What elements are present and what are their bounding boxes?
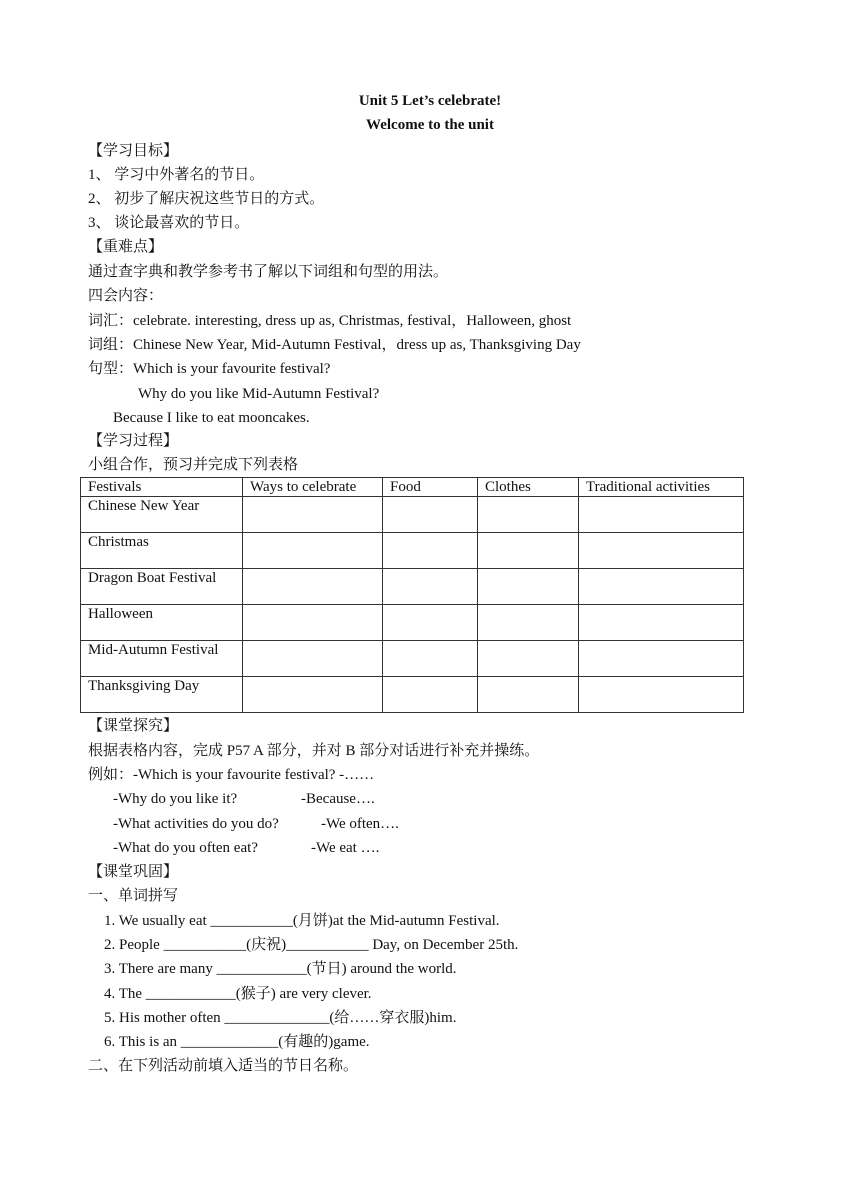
blank-cell[interactable] [579,605,744,641]
header-traditional-activities: Traditional activities [579,478,744,497]
blank-cell[interactable] [243,569,383,605]
blank-cell[interactable] [478,497,579,533]
blank-cell[interactable] [579,677,744,713]
blank-cell[interactable] [243,605,383,641]
blank-cell[interactable] [383,641,478,677]
blank-cell[interactable] [383,533,478,569]
phrases-line: 词组：Chinese New Year, Mid-Autumn Festival，dress up as, Thanksgiving Day [88,337,581,353]
table-row [81,533,744,569]
blank-cell[interactable] [478,605,579,641]
objective-item: 1、 学习中外著名的节日。 [88,167,265,183]
example-line: 例如：-Which is your favourite festival? -…… [88,767,375,783]
spelling-item: 6. This is an _____________(有趣的)game. [104,1034,370,1050]
header-clothes: Clothes [478,478,579,497]
festival-table [80,477,744,713]
blank-cell[interactable] [383,569,478,605]
section-two-title: 二、在下列活动前填入适当的节日名称。 [88,1058,359,1074]
table-row [81,497,744,533]
festival-name-cell: Halloween [81,605,243,641]
blank-cell[interactable] [243,641,383,677]
blank-cell[interactable] [579,497,744,533]
festival-name-cell: Christmas [81,533,243,569]
spelling-item: 4. The ____________(猴子) are very clever. [104,986,372,1002]
sentence-line: Because I like to eat mooncakes. [113,410,310,426]
vocabulary-line: 词汇：celebrate. interesting, dress up as, Christmas, festival，Halloween, ghost [88,313,572,329]
blank-cell[interactable] [383,605,478,641]
festival-name-cell: Dragon Boat Festival [81,569,243,605]
dialog-question: -Why do you like it? [113,791,238,807]
header-festivals: Festivals [81,478,243,497]
process-heading: 【学习过程】 [88,433,179,449]
consolidate-heading: 【课堂巩固】 [88,864,179,880]
explore-heading: 【课堂探究】 [88,718,179,734]
sentence-line: Why do you like Mid-Autumn Festival? [138,386,380,402]
unit-title: Unit 5 Let’s celebrate! [358,93,502,109]
header-ways-to-celebrate: Ways to celebrate [243,478,383,497]
key-points-intro: 通过查字典和教学参考书了解以下词组和句型的用法。 [88,264,449,280]
dialog-question: -What activities do you do? [113,816,279,832]
objective-item: 2、 初步了解庆祝这些节日的方式。 [88,191,325,207]
blank-cell[interactable] [243,677,383,713]
festival-name-cell: Thanksgiving Day [81,677,243,713]
table-row [81,677,744,713]
blank-cell[interactable] [579,569,744,605]
dialog-answer: -We often…. [321,816,399,832]
spelling-item: 3. There are many ____________(节日) around the world. [104,961,457,977]
objective-item: 3、 谈论最喜欢的节日。 [88,215,250,231]
blank-cell[interactable] [383,677,478,713]
blank-cell[interactable] [478,569,579,605]
table-header-row [81,478,744,497]
table-row [81,569,744,605]
blank-cell[interactable] [243,497,383,533]
header-food: Food [383,478,478,497]
four-skills-label: 四会内容： [88,288,164,304]
table-row [81,605,744,641]
spelling-item: 1. We usually eat ___________(月饼)at the Mid-autumn Festival. [104,913,500,929]
festival-name-cell: Chinese New Year [81,497,243,533]
sentences-line: 句型：Which is your favourite festival? [88,361,331,377]
dialog-question: -What do you often eat? [113,840,258,856]
dialog-answer: -We eat …. [311,840,380,856]
blank-cell[interactable] [383,497,478,533]
table-row [81,641,744,677]
lesson-subtitle: Welcome to the unit [366,117,494,133]
festival-name-cell: Mid-Autumn Festival [81,641,243,677]
blank-cell[interactable] [243,533,383,569]
spelling-item: 5. His mother often ______________(给……穿衣服)him. [104,1010,457,1026]
blank-cell[interactable] [579,533,744,569]
table-instruction: 小组合作，预习并完成下列表格 [88,457,299,473]
blank-cell[interactable] [478,677,579,713]
dialog-answer: -Because…. [301,791,375,807]
explore-instruction: 根据表格内容，完成 P57 A 部分，并对 B 部分对话进行补充并操练。 [88,743,540,759]
blank-cell[interactable] [579,641,744,677]
spelling-item: 2. People ___________(庆祝)___________ Day, on December 25th. [104,937,519,953]
key-points-heading: 【重难点】 [88,239,164,255]
objectives-heading: 【学习目标】 [88,143,179,159]
section-one-title: 一、单词拼写 [88,888,179,904]
blank-cell[interactable] [478,641,579,677]
blank-cell[interactable] [478,533,579,569]
